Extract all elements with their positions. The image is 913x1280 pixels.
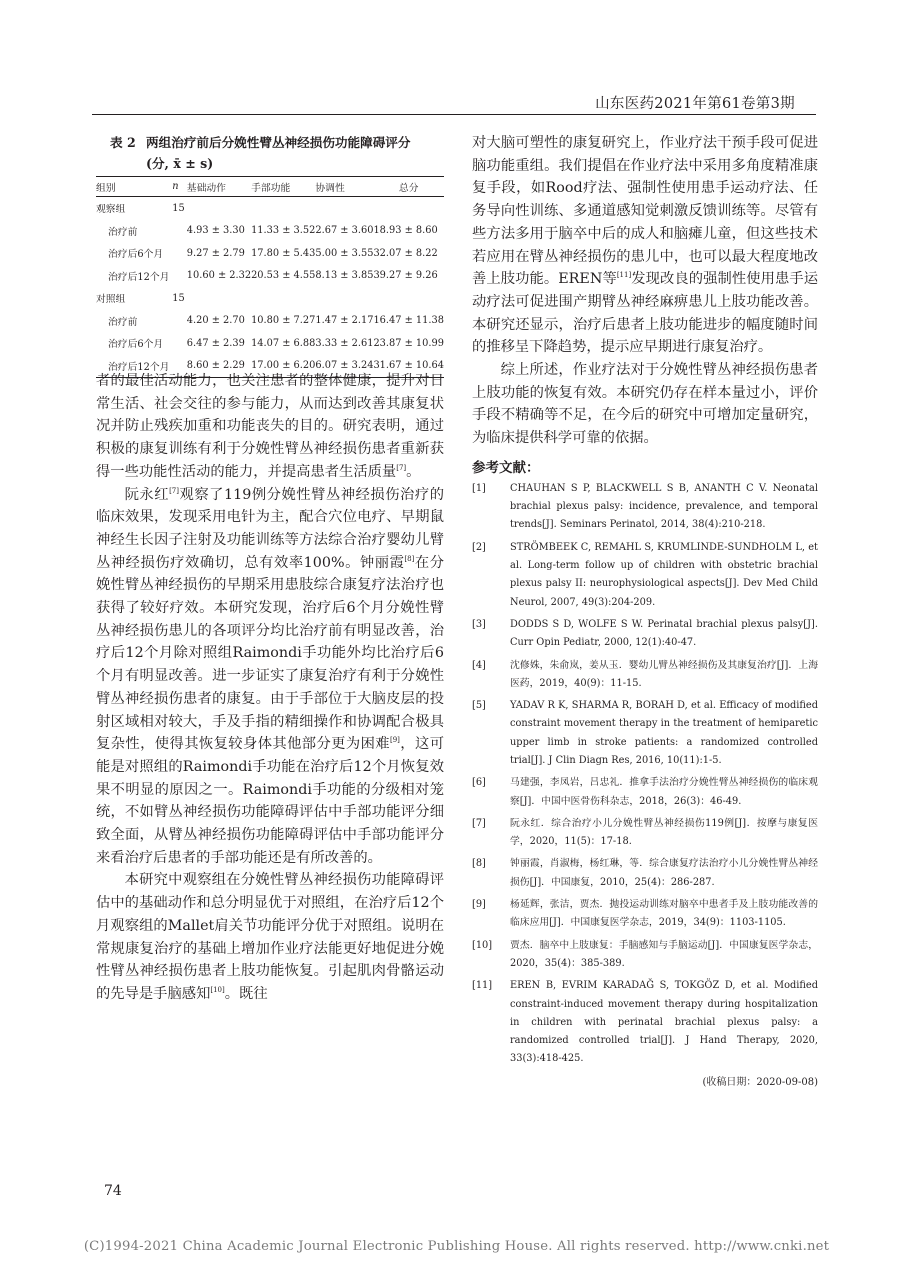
- table-cell: [373, 287, 444, 310]
- paragraph: [472, 132, 818, 359]
- reference-text: YADAV R K, SHARMA R, BORAH D, et al. Efficacy of modified constraint movement therapy in the treatment of hemiparetic upper limb in stroke patients: a randomized controlled trial[J]. J Clin Diagn Res, 2016, 10(11):1-5.: [510, 700, 818, 766]
- text-run: 。: [406, 463, 421, 480]
- table-cell: [187, 287, 251, 310]
- text-run: 阮永红: [124, 486, 170, 503]
- table-cell: 5.00 ± 3.55: [315, 247, 374, 259]
- citation: [10]: [210, 985, 225, 994]
- table-cell: [315, 197, 373, 220]
- reference-item: [472, 697, 818, 770]
- column-header: 协调性: [315, 177, 373, 197]
- reference-number: [1]: [472, 482, 486, 494]
- table-cell: 18.93 ± 8.60: [373, 225, 438, 237]
- reference-text: 沈修姝，朱俞岚，姜从玉．婴幼儿臂丛神经损伤及其康复治疗[J]．上海医药，2019，40(9)：11-15.: [510, 659, 818, 689]
- paragraph: 综上所述，作业疗法对于分娩性臂丛神经损伤患者上肢功能的恢复有效。本研究仍存在样本量过小，评价手段不精确等不足，在今后的研究中可增加定量研究，为临床提供科学可靠的依据。: [472, 362, 818, 447]
- reference-item: [472, 616, 818, 653]
- table-cell: 17.80 ± 5.43: [251, 247, 316, 259]
- reference-number: [2]: [472, 541, 486, 553]
- reference-number: [11]: [472, 980, 493, 992]
- table-cell: 15: [172, 292, 185, 304]
- reference-item: [472, 937, 818, 974]
- reference-number: [10]: [472, 939, 493, 951]
- table-cell: 16.47 ± 11.38: [373, 315, 444, 327]
- table-cell: 11.33 ± 3.52: [251, 225, 316, 237]
- table-header-row: [96, 177, 444, 197]
- column-header: 手部功能: [251, 177, 315, 197]
- text-run: ，这可能是对照组的Raimondi手功能在治疗后12个月恢复效果不明显的原因之一。Raimondi手功能的分级相对笼统，不如臂丛神经损伤功能障碍评估中手部功能评分细致全面，从臂丛神经损伤功能障碍评估中手部功能评分来看治疗后患者的手部功能还是有所改善的。: [96, 736, 445, 866]
- table-cell: 20.53 ± 4.55: [251, 270, 316, 282]
- page-number: 74: [104, 1183, 122, 1199]
- table-cell: 观察组: [96, 204, 126, 216]
- table-cell: [172, 265, 187, 288]
- table-cell: 32.07 ± 8.22: [373, 247, 438, 259]
- table-cell: 2.67 ± 3.60: [315, 225, 374, 237]
- table-row: [96, 197, 444, 220]
- data-table: [96, 176, 444, 378]
- citation: [9]: [389, 736, 400, 745]
- table-cell: 9.27 ± 2.79: [186, 247, 245, 259]
- table-cell: 4.93 ± 3.30: [186, 225, 245, 237]
- table-cell: [373, 197, 444, 220]
- table-row: [96, 310, 444, 333]
- reference-item: [472, 774, 818, 811]
- reference-number: [7]: [472, 817, 486, 829]
- reference-number: [9]: [472, 899, 486, 911]
- column-header: n: [172, 177, 187, 197]
- table-cell: 39.27 ± 9.26: [373, 270, 438, 282]
- paragraph: [96, 370, 444, 484]
- table-cell: 治疗后12个月: [108, 271, 170, 283]
- text-run: 观察了119例分娩性臂丛神经损伤治疗的临床效果，发现采用电针为主，配合穴位电疗、早期鼠神经生长因子注射及功能训练等方法综合治疗婴幼儿臂丛神经损伤疗效确切，总有效率100%。钟丽霞: [96, 486, 445, 571]
- table-cell: 治疗前: [108, 316, 138, 328]
- citation: [8]: [404, 554, 415, 563]
- citation: [7]: [396, 463, 407, 472]
- column-header: 组别: [96, 177, 172, 197]
- table-cell: 31.67 ± 10.64: [373, 355, 444, 378]
- reference-text: DODDS S D, WOLFE S W. Perinatal brachial plexus palsy[J]. Curr Opin Pediatr, 2000, 12(1):40-47.: [510, 618, 818, 649]
- table-label: 表 2: [110, 135, 136, 150]
- received-date: (收稿日期：2020-09-08): [702, 1076, 818, 1088]
- table-row: [96, 242, 444, 265]
- reference-item: [472, 896, 818, 933]
- table-cell: [251, 287, 315, 310]
- table-cell: 对照组: [96, 294, 126, 306]
- reference-number: [6]: [472, 777, 486, 789]
- paragraph: [96, 484, 444, 870]
- text-run: 发现改良的强制性使用患手运动疗法可促进围产期臂丛神经麻痹患儿上肢功能改善。本研究还显示，治疗后患者上肢功能进步的幅度随时间的推移呈下降趋势，提示应早期进行康复治疗。: [472, 271, 818, 356]
- table-row: [96, 265, 444, 288]
- text-run: 。既往: [224, 985, 268, 1002]
- table-cell: 14.07 ± 6.88: [251, 337, 316, 349]
- journal-header: 山东医药2021年第61卷第3期: [595, 96, 795, 112]
- reference-text: 贾杰．脑卒中上肢康复：手脑感知与手脑运动[J]．中国康复医学杂志，2020，35(4)：385-389.: [510, 939, 818, 969]
- text-run: 本研究中观察组在分娩性臂丛神经损伤功能障碍评估中的基础动作和总分明显优于对照组，在治疗后12个月观察组的Mallet肩关节功能评分优于对照组。说明在常规康复治疗的基础上增加作业疗法能更好地促进分娩性臂丛神经损伤患者上肢功能恢复。引起肌肉骨骼运动的先导是手脑感知: [96, 872, 444, 1002]
- table-cell: 6.47 ± 2.39: [186, 337, 245, 349]
- right-column: [472, 132, 818, 1088]
- column-header: 总分: [373, 177, 444, 197]
- text-run: 者的最佳活动能力，也关注患者的整体健康，提升对日常生活、社会交往的参与能力，从而达到改善其康复状况并防止残疾加重和功能丧失的目的。研究表明，通过积极的康复训练有利于分娩性臂丛神经损伤患者重新获得一些功能性活动的能力，并提高患者生活质量: [96, 373, 444, 480]
- reference-text: 马建强，李凤岩，吕忠礼．推拿手法治疗分娩性臂丛神经损伤的临床观察[J]．中国中医骨伤科杂志，2018，26(3)：46-49.: [510, 777, 818, 807]
- reference-number: [4]: [472, 659, 486, 671]
- text-run: 在分娩性臂丛神经损伤的早期采用患肢综合康复疗法治疗也获得了较好疗效。本研究发现，治疗后6个月分娩性臂丛神经损伤患儿的各项评分均比治疗前有明显改善，治疗后12个月除对照组Raimondi手功能外均比治疗后6个月有明显改善。进一步证实了康复治疗有利于分娩性臂丛神经损伤患者的康复。由于手部位于大脑皮层的投射区域相对较大，手及手指的精细操作和协调配合极具复杂性，使得其恢复较身体其他部分更为困难: [96, 554, 445, 753]
- copyright-footer: (C)1994-2021 China Academic Journal Electronic Publishing House. All rights reserved. http://www.cnki.net: [83, 1239, 830, 1254]
- table-cell: 15: [172, 202, 185, 214]
- reference-list: [472, 480, 818, 1069]
- table-unit: (分, x̄ ± s): [146, 156, 214, 171]
- text-run: 对大脑可塑性的康复研究上，作业疗法干预手段可促进脑功能重组。我们提倡在作业疗法中采用多角度精准康复手段，如Rood疗法、强制性使用患手运动疗法、任务导向性训练、多通道感知觉刺激反馈训练等。尽管有些方法多用于脑卒中后的成人和脑瘫儿童，但这些技术若应用在臂丛神经损伤的患儿中，也可以最大程度地改善上肢功能。EREN等: [472, 135, 818, 288]
- reference-number: [8]: [472, 858, 486, 870]
- citation: [7]: [169, 486, 179, 495]
- reference-item: [472, 657, 818, 694]
- table-cell: 治疗前: [108, 226, 138, 238]
- reference-text: EREN B, EVRIM KARADAĞ S, TOKGÖZ D, et al. Modified constraint-induced movement therapy during hospitalization in children with perinatal brachial plexus palsy: a randomized controlled trial[J]. J Hand Therapy, 2020, 33(3):418-425.: [510, 980, 818, 1065]
- reference-item: [472, 815, 818, 852]
- reference-text: 阮永红．综合治疗小儿分娩性臂丛神经损伤119例[J]．按摩与康复医学，2020，11(5)：17-18.: [510, 817, 818, 848]
- table-row: [96, 332, 444, 355]
- table-cell: [187, 197, 251, 220]
- reference-number: [5]: [472, 700, 486, 712]
- table-row: [96, 287, 444, 310]
- reference-item: [472, 539, 818, 612]
- table-cell: [315, 287, 373, 310]
- table-cell: 8.60 ± 2.29: [187, 355, 251, 378]
- left-column: [96, 370, 444, 1006]
- table-cell: [172, 242, 187, 265]
- table-cell: 3.33 ± 2.61: [315, 337, 374, 349]
- column-header: 基础动作: [187, 177, 251, 197]
- table-cell: 4.20 ± 2.70: [186, 315, 245, 327]
- table-cell: [172, 220, 187, 243]
- table-cell: 23.87 ± 10.99: [373, 337, 444, 349]
- table-cell: 10.60 ± 2.32: [186, 270, 252, 282]
- reference-item: [472, 855, 818, 892]
- table-cell: 8.13 ± 3.85: [315, 270, 374, 282]
- reference-number: [3]: [472, 618, 486, 630]
- reference-text: 钟丽霞，肖淑梅，杨红琳，等．综合康复疗法治疗小儿分娩性臂丛神经损伤[J]．中国康复，2010，25(4)：286-287.: [510, 858, 818, 888]
- reference-text: CHAUHAN S P, BLACKWELL S B, ANANTH C V. Neonatal brachial plexus palsy: incidence, prevalence, and temporal trends[J]. Seminars Perinatol, 2014, 38(4):210-218.: [510, 482, 818, 531]
- table-cell: 治疗后6个月: [108, 249, 164, 261]
- table-caption: [110, 132, 450, 174]
- table-cell: [251, 197, 315, 220]
- table-cell: 治疗后12个月: [96, 355, 172, 378]
- reference-item: [472, 480, 818, 535]
- reference-text: 杨延辉，张洁，贾杰．抛投运动训练对脑卒中患者手及上肢功能改善的临床应用[J]．中国康复医学杂志，2019，34(9)：1103-1105.: [510, 899, 818, 929]
- citation: [11]: [616, 271, 632, 280]
- table-cell: 6.07 ± 3.24: [315, 355, 373, 378]
- paragraph: [96, 869, 444, 1005]
- table-cell: [172, 332, 187, 355]
- header-rule: [92, 114, 816, 115]
- reference-text: STRÖMBEEK C, REMAHL S, KRUMLINDE-SUNDHOLM L, et al. Long-term follow up of children with obstetric brachial plexus palsy II: neurophysiological aspects[J]. Dev Med Child Neurol, 2007, 49(3):204-209.: [510, 541, 818, 608]
- table-cell: [172, 310, 187, 333]
- table-row: [96, 220, 444, 243]
- references-heading: 参考文献：: [472, 459, 540, 476]
- table-cell: 1.47 ± 2.17: [315, 315, 374, 327]
- table-cell: 17.00 ± 6.20: [251, 355, 315, 378]
- table-cell: 治疗后6个月: [108, 339, 164, 351]
- reference-item: [472, 977, 818, 1068]
- table-cell: 10.80 ± 7.27: [251, 315, 316, 327]
- table-title: 两组治疗前后分娩性臂丛神经损伤功能障碍评分: [146, 135, 411, 150]
